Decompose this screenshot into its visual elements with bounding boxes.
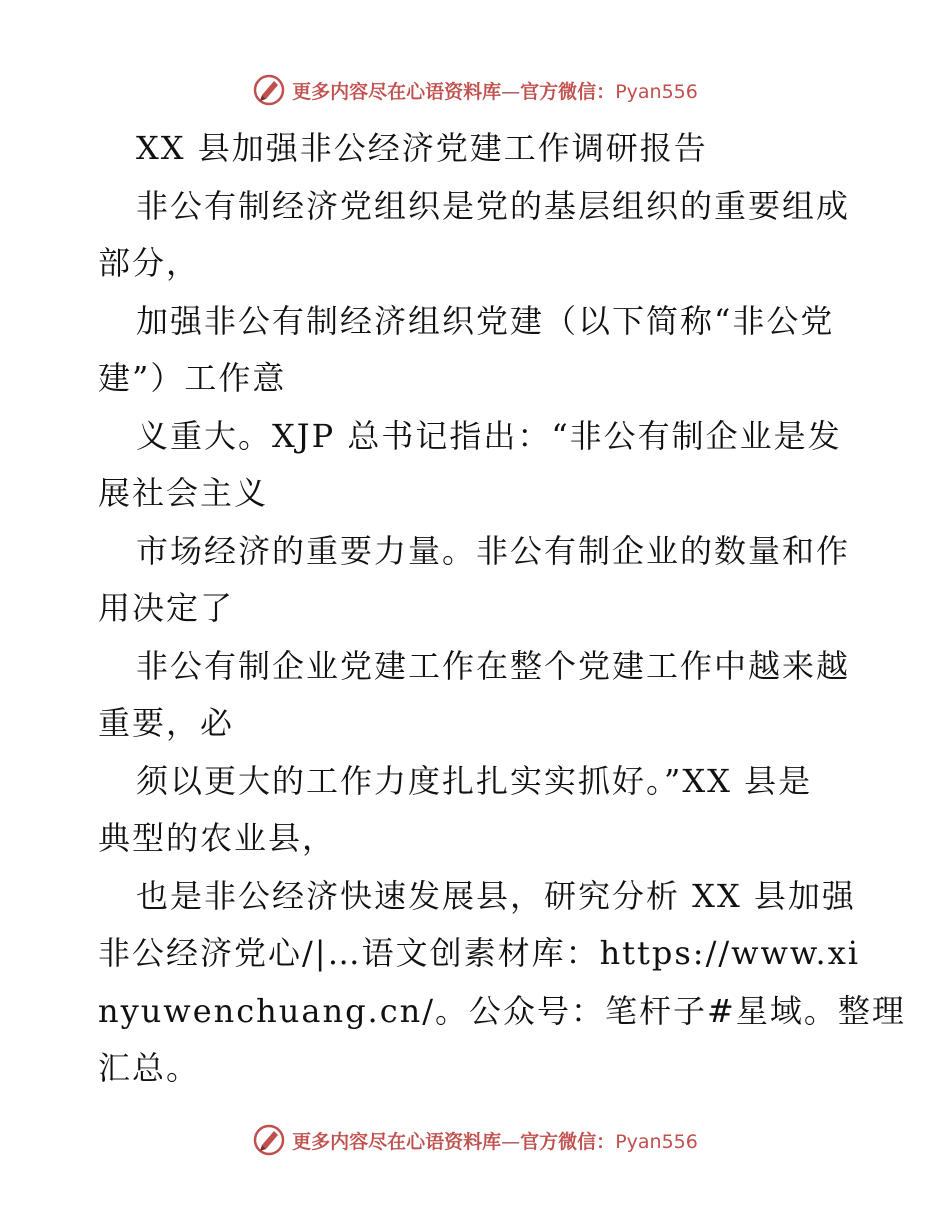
document-body — [98, 120, 906, 1098]
footer-banner-wechat: 官方微信： — [520, 1130, 616, 1153]
body-line: 非公有制企业党建工作在整个党建工作中越来越 — [136, 646, 851, 685]
footer-banner-handle: Pyan556 — [615, 1130, 698, 1153]
header-banner-main: 更多内容尽在心语资料库 — [292, 80, 502, 103]
pen-logo-icon — [252, 73, 286, 107]
body-line: 非公有制经济党组织是党的基层组织的重要组成 — [136, 186, 851, 225]
pen-logo-icon — [252, 1123, 286, 1157]
body-line: 非公经济党心/|…语文创素材库：https://www.xi — [98, 934, 860, 972]
body-line: 须以更大的工作力度扎扎实实抓好。”XX 县是 — [136, 761, 813, 800]
body-line: 加强非公有制经济组织党建（以下简称“非公党 — [136, 301, 835, 340]
footer-banner-text — [292, 1127, 698, 1154]
footer-banner — [0, 1120, 950, 1160]
header-banner — [0, 70, 950, 110]
header-banner-wechat: 官方微信： — [520, 80, 616, 103]
body-line: 建”）工作意 — [98, 359, 287, 397]
body-line: 汇总。 — [98, 1049, 201, 1087]
body-line: nyuwenchuang.cn/。公众号：笔杆子#星域。整理 — [98, 991, 906, 1030]
body-line: 用决定了 — [98, 589, 235, 627]
body-line: 展社会主义 — [98, 474, 269, 512]
body-line: 重要，必 — [98, 704, 235, 742]
header-banner-handle: Pyan556 — [615, 80, 698, 103]
body-line: 部分， — [98, 244, 201, 282]
footer-banner-main: 更多内容尽在心语资料库 — [292, 1130, 502, 1153]
body-line: 市场经济的重要力量。非公有制企业的数量和作 — [136, 531, 851, 570]
body-line: 典型的农业县， — [98, 819, 337, 857]
footer-banner-dash: — — [501, 1130, 521, 1153]
header-banner-dash: — — [501, 80, 521, 103]
document-title: XX 县加强非公经济党建工作调研报告 — [136, 129, 708, 167]
body-line: 也是非公经济快速发展县，研究分析 XX 县加强 — [136, 876, 856, 915]
header-banner-text — [292, 77, 698, 104]
body-line: 义重大。XJP 总书记指出：“非公有制企业是发 — [136, 416, 842, 455]
